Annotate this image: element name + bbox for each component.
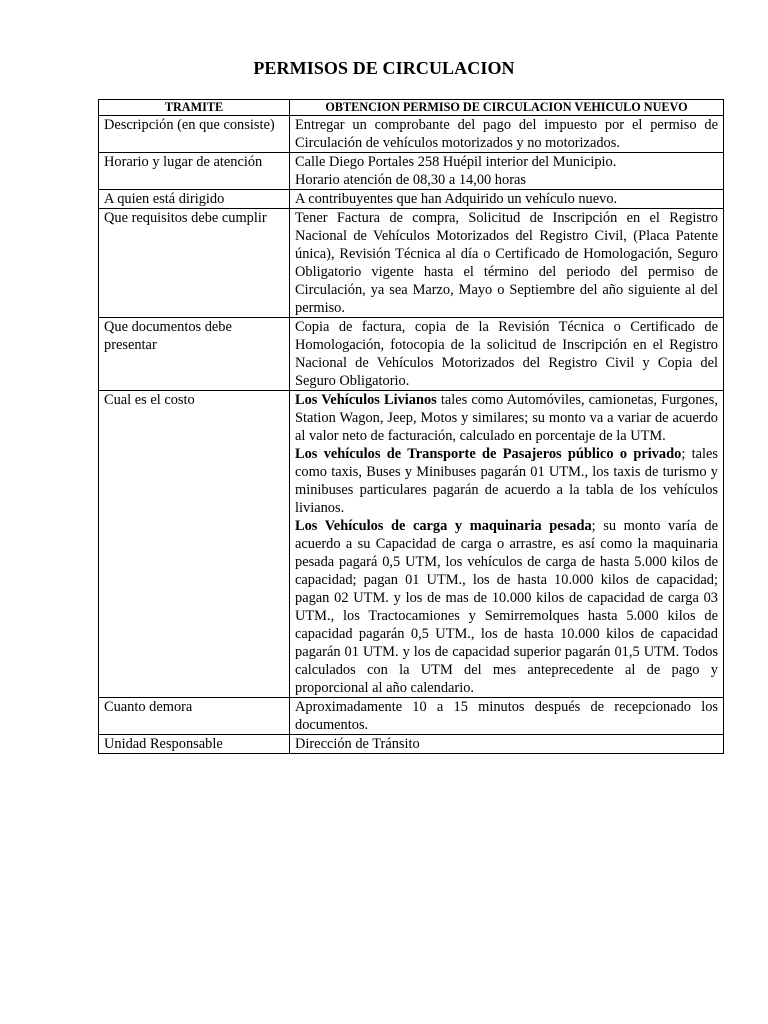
row-value-audience: A contribuyentes que han Adquirido un vehículo nuevo. (290, 190, 724, 209)
cost-text-light-vehicles: tales como Automóviles, camionetas, Furgones, Station Wagon, Jeep, Motos y similares; su monto va a variar de acuerdo al valor neto de facturación, calculado en porcentaje de la UTM. (295, 392, 718, 444)
row-value-cost (290, 391, 724, 698)
page-title: PERMISOS DE CIRCULACION (253, 58, 515, 78)
row-value-documents: Copia de factura, copia de la Revisión Técnica o Certificado de Homologación, fotocopia de la solicitud de Inscripción en el Registro Nacional de Vehículos Motorizados del Registro Civil y Copia del Seguro Obligatorio. (290, 318, 724, 391)
row-label-cost: Cual es el costo (99, 391, 290, 698)
cost-paragraph-cargo-machinery (295, 517, 718, 697)
table-row (99, 318, 724, 391)
schedule-address: Calle Diego Portales 258 Huépil interior del Municipio. (295, 154, 617, 170)
row-label-responsible-unit: Unidad Responsable (99, 735, 290, 754)
table-row (99, 735, 724, 754)
cost-text-passenger-transport: ; tales como taxis, Buses y Minibuses pagarán 01 UTM., los taxis de turismo y minibuses particulares pagarán de acuerdo a la tabla de los vehículos livianos. (295, 446, 719, 516)
row-value-schedule (290, 153, 724, 190)
permit-info-table (98, 99, 724, 754)
row-label-audience: A quien está dirigido (99, 190, 290, 209)
cost-heading-passenger-transport: Los vehículos de Transporte de Pasajeros público o privado (295, 446, 682, 462)
table-row (99, 209, 724, 318)
row-label-schedule: Horario y lugar de atención (99, 153, 290, 190)
table-row (99, 391, 724, 698)
table-header-row (99, 100, 724, 116)
row-label-duration: Cuanto demora (99, 698, 290, 735)
table-row (99, 698, 724, 735)
header-procedure: OBTENCION PERMISO DE CIRCULACION VEHICULO NUEVO (290, 100, 724, 116)
table-row (99, 153, 724, 190)
cost-heading-light-vehicles: Los Vehículos Livianos (295, 392, 437, 408)
cost-paragraph-light-vehicles (295, 391, 718, 445)
table-row (99, 116, 724, 153)
row-value-duration: Aproximadamente 10 a 15 minutos después de recepcionado los documentos. (290, 698, 724, 735)
row-value-responsible-unit: Dirección de Tránsito (290, 735, 724, 754)
schedule-hours: Horario atención de 08,30 a 14,00 horas (295, 172, 526, 188)
cost-text-cargo-machinery: ; su monto varía de acuerdo a su Capacidad de carga o arrastre, es así como la maquinaria pesada pagará 0,5 UTM, los vehículos de carga de hasta 5.000 kilos de capacidad; pagan 01 UTM., los de hasta 10.000 kilos de capacidad; pagan 02 UTM. y los de mas de 10.000 kilos de capacidad de carga 03 UTM., los Tractocamiones y Semirremolques hasta 5.000 kilos de capacidad pagarán 0,5 UTM., los de hasta 10.000 kilos de capacidad pagarán 01 UTM. y los de capacidad superior pagarán 01,5 UTM. Todos calculados con la UTM del mes anteprecedente al de pago y proporcional al año calendario. (295, 518, 718, 696)
cost-heading-cargo-machinery: Los Vehículos de carga y maquinaria pesada (295, 518, 592, 534)
row-value-description: Entregar un comprobante del pago del impuesto por el permiso de Circulación de vehículos motorizados y no motorizados. (290, 116, 724, 153)
row-value-requirements: Tener Factura de compra, Solicitud de Inscripción en el Registro Nacional de Vehículos Motorizados del Registro Civil, (Placa Patente única), Revisión Técnica al día o Certificado de Homologación, Seguro Obligatorio vigente hasta el término del periodo del permiso de Circulación, ya sea Marzo, Mayo o Septiembre del año siguiente al del permiso. (290, 209, 724, 318)
row-label-documents: Que documentos debe presentar (99, 318, 290, 391)
table-row (99, 190, 724, 209)
cost-paragraph-passenger-transport (295, 445, 718, 517)
header-tramite: TRAMITE (99, 100, 290, 116)
row-label-requirements: Que requisitos debe cumplir (99, 209, 290, 318)
row-label-description: Descripción (en que consiste) (99, 116, 290, 153)
